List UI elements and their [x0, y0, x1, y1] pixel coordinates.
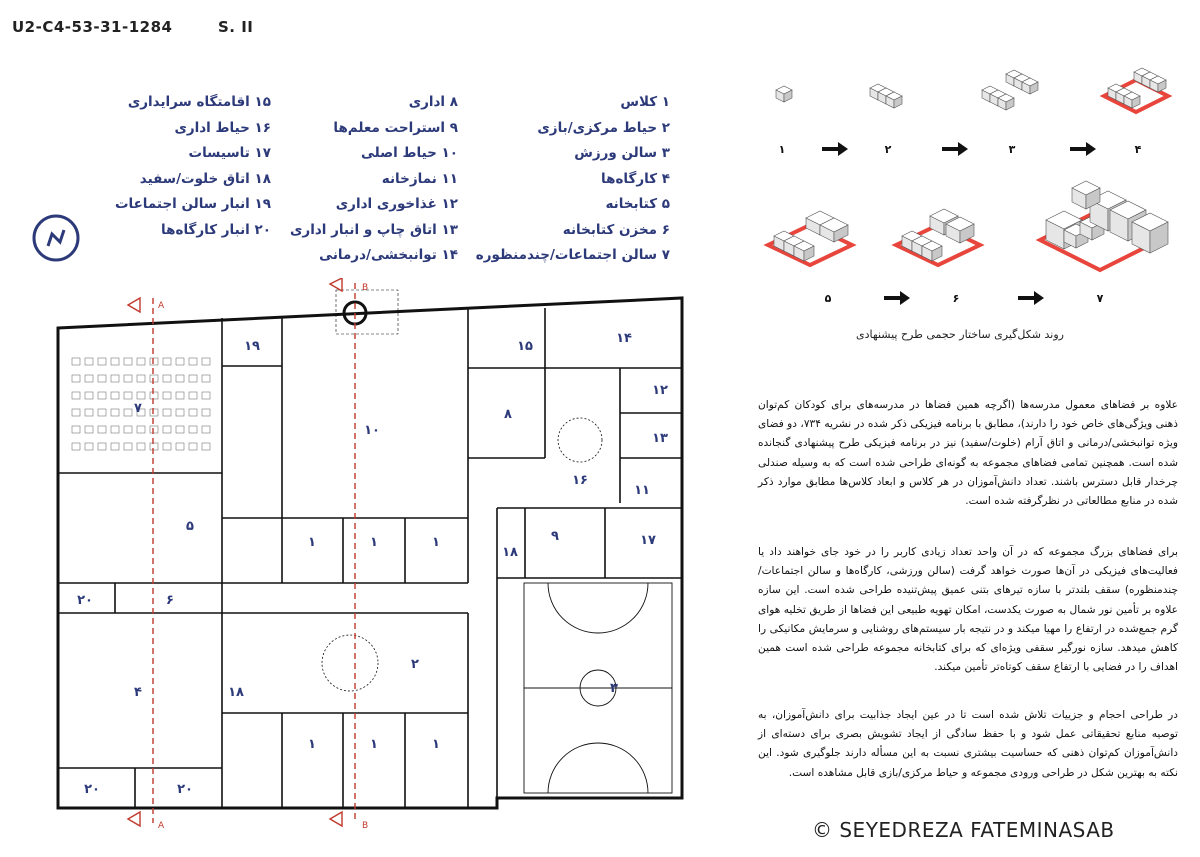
room-label: ۶	[166, 593, 174, 608]
legend-item: ۱۴ توانبخشی/درمانی	[319, 247, 458, 263]
room-label: ۷	[134, 401, 142, 416]
seat	[72, 375, 80, 382]
step-number: ۶	[952, 292, 960, 305]
step-number: ۱	[778, 143, 786, 156]
seat	[111, 392, 119, 399]
step-number: ۴	[1134, 143, 1142, 156]
room-label: ۲۰	[84, 782, 100, 797]
description-paragraph: علاوه بر فضاهای معمول مدرسه‌ها (اگرچه همین فضاها در مدرسه‌های برای کودکان کم‌توان ذهنی ویژگی‌های خاص خود را دارند)، مطابق با برنامه فیزیکی ذکر شده در نشریه ۷۳۴، دو فضای ویژه توانبخشی/درمانی و اتاق آرام (خلوت/سفید) نیز در برنامه فیزیکی طرح پیشنهادی گنجانده شده است. همچنین تمامی فضاهای مجموعه به گونه‌ای طراحی شده است که به وسیله صندلی چرخدار قابل دسترس باشند. تعداد دانش‌آموزان در هر کلاس و ابعاد کلاس‌ها مطابق موارد ذکر شده در منابع مطالعاتی در نظرگرفته شده است.	[758, 399, 1178, 508]
legend-item: ۱۵ اقامتگاه سرایداری	[127, 94, 271, 110]
seat	[163, 443, 171, 450]
seat	[163, 409, 171, 416]
room-label: ۱	[308, 535, 316, 550]
seat	[150, 443, 158, 450]
step-number: ۳	[1008, 143, 1016, 156]
seat	[202, 392, 210, 399]
seat	[111, 443, 119, 450]
room-label: ۵	[186, 519, 194, 534]
room-label: ۱۱	[634, 483, 650, 498]
legend-item: ۳ سالن ورزش	[574, 145, 670, 161]
section-marker-icon	[330, 278, 342, 291]
room-label: ۱	[432, 535, 440, 550]
room-label: ۲	[411, 657, 419, 672]
seat	[163, 426, 171, 433]
interior-walls	[58, 308, 682, 808]
legend-item: ۱۶ حیاط اداری	[174, 119, 271, 136]
legend-item: ۹ استراحت معلم‌ها	[333, 119, 458, 136]
seat	[111, 426, 119, 433]
seat	[137, 375, 145, 382]
arrow-right-icon	[1018, 291, 1044, 305]
seat	[85, 409, 93, 416]
massing-diagram	[760, 60, 1180, 320]
section-label-b: B	[362, 283, 369, 293]
section-label-a: A	[158, 821, 165, 831]
section-label-b: B	[362, 821, 369, 831]
seat	[98, 375, 106, 382]
seat	[124, 358, 132, 365]
room-label: ۹	[551, 529, 559, 544]
seat	[72, 409, 80, 416]
seat	[150, 426, 158, 433]
room-label: ۱۲	[652, 383, 668, 398]
seat	[98, 358, 106, 365]
massing-caption: روند شکل‌گیری ساختار حجمی طرح پیشنهادی	[856, 328, 1064, 341]
seat	[189, 443, 197, 450]
seat	[137, 392, 145, 399]
legend-item: ۸ اداری	[408, 94, 458, 110]
room-label: ۱	[370, 535, 378, 550]
legend-item: ۵ کتابخانه	[605, 196, 670, 212]
legend-item: ۲۰ انبار کارگاه‌ها	[161, 221, 271, 238]
seat	[150, 358, 158, 365]
project-code: U2-C4-53-31-1284	[12, 18, 173, 36]
section-label-a: A	[158, 301, 165, 311]
legend-column-1	[476, 90, 670, 269]
room-label: ۱۸	[502, 545, 518, 560]
seat	[124, 443, 132, 450]
legend-item: ۱۱ نمازخانه	[381, 170, 458, 187]
legend-item: ۱۲ غذاخوری اداری	[335, 196, 458, 212]
room-label: ۱۵	[517, 339, 533, 354]
seat	[98, 409, 106, 416]
seat	[176, 358, 184, 365]
seat	[150, 392, 158, 399]
seat	[163, 375, 171, 382]
seat	[202, 426, 210, 433]
legend-item: ۱ کلاس	[620, 94, 670, 110]
arrow-right-icon	[822, 142, 848, 156]
outer-wall	[58, 298, 682, 808]
legend-item: ۴ کارگاه‌ها	[601, 170, 670, 187]
seat	[176, 409, 184, 416]
seat	[163, 358, 171, 365]
legend-item: ۲ حیاط مرکزی/بازی	[537, 119, 670, 136]
room-label: ۱	[370, 737, 378, 752]
seat	[124, 375, 132, 382]
arrow-right-icon	[1070, 142, 1096, 156]
section-marker-icon	[128, 298, 140, 312]
seat	[72, 392, 80, 399]
seat	[85, 375, 93, 382]
copyright-credit: © SEYEDREZA FATEMINASAB	[812, 818, 1115, 842]
room-label: ۳	[610, 681, 618, 696]
room-label: ۱۳	[652, 431, 668, 446]
seat	[111, 358, 119, 365]
seat	[202, 409, 210, 416]
seat	[98, 426, 106, 433]
room-label: ۱۰	[364, 423, 380, 438]
seat	[202, 443, 210, 450]
step-number: ۷	[1096, 292, 1104, 305]
seat	[189, 392, 197, 399]
seat	[124, 392, 132, 399]
seat	[85, 358, 93, 365]
seat	[176, 426, 184, 433]
seat	[72, 358, 80, 365]
legend-column-3	[115, 90, 271, 243]
room-label: ۱۶	[572, 473, 588, 488]
seat	[85, 392, 93, 399]
description-paragraph: در طراحی احجام و جزییات تلاش شده است تا در عین ایجاد جذابیت برای دانش‌آموزان، به توصیه منابع تحقیقاتی عمل شود و با حفظ سادگی از ایجاد تشویش بصری برای دسته‌ای از دانش‌آموزان کم‌توان ذهنی که حساسیت بیشتری نسبت به این مسأله دارند جلوگیری شود. این نکته به بهترین شکل در طراحی ورودی مجموعه و حیاط مرکزی/بازی قابل مشاهده است.	[758, 709, 1178, 779]
legend-item: ۱۰ حیاط اصلی	[360, 145, 458, 161]
step-number: ۲	[884, 143, 892, 156]
seat	[150, 375, 158, 382]
legend-item: ۷ سالن اجتماعات/چندمنظوره	[475, 247, 670, 263]
section-lines	[153, 283, 355, 823]
seat	[150, 409, 158, 416]
room-label: ۱	[308, 737, 316, 752]
seat	[189, 375, 197, 382]
room-label: ۱۸	[228, 685, 244, 700]
tree-icon	[322, 635, 378, 691]
floor-plan	[40, 278, 720, 838]
seat	[189, 409, 197, 416]
room-label: ۸	[504, 407, 512, 422]
room-label: ۴	[134, 685, 142, 700]
seat	[72, 426, 80, 433]
seat	[72, 443, 80, 450]
description-paragraph: برای فضاهای بزرگ مجموعه که در آن واحد تعداد زیادی کاربر را در خود جای خواهند داد یا فعالیت‌های فیزیکی در آن‌ها صورت خواهد گرفت (سالن ورزشی، کارگاه‌ها و سالن اجتماعات/چندمنظوره) سقف بلندتر با سازه تیرهای بتنی عمیق پیش‌تنیده طراحی شده است. این سازه علاوه بر تأمین نور شمال به صورت یکدست، امکان تهویه طبیعی این فضاها از طریق تخلیه هوای گرم جمع‌شده در ارتفاع را مهیا میکند و در نتیجه بار سیستم‌های روشنایی و سرمایش مکانیکی را کاهش میدهد. سازه نورگیر سقفی ویژه‌ای که برای کتابخانه مجموعه طراحی شده است همین اهداف را در فضایی با ارتفاع سقف کوتاه‌تر تأمین میکند.	[758, 546, 1178, 674]
seat	[124, 409, 132, 416]
seat	[202, 358, 210, 365]
legend-item: ۶ مخزن کتابخانه	[562, 221, 670, 238]
room-label: ۱	[432, 737, 440, 752]
room-label: ۲۰	[77, 593, 93, 608]
room-label: ۱۷	[640, 533, 656, 548]
room-label: ۱۹	[244, 339, 260, 354]
seat	[176, 392, 184, 399]
step-number: ۵	[824, 292, 832, 305]
seat	[98, 392, 106, 399]
seat	[124, 426, 132, 433]
seat	[176, 375, 184, 382]
seat	[111, 375, 119, 382]
sheet-number: S. II	[218, 18, 254, 36]
section-marker-icon	[128, 812, 140, 826]
legend-item: ۱۸ اتاق خلوت/سفید	[139, 170, 271, 187]
tree-icon	[558, 418, 602, 462]
seat	[137, 426, 145, 433]
seat	[85, 443, 93, 450]
massing-block	[1132, 213, 1168, 253]
seat	[176, 443, 184, 450]
legend-item: ۱۹ انبار سالن اجتماعات	[114, 196, 271, 212]
seat	[189, 358, 197, 365]
legend-item: ۱۳ اتاق چاپ و انبار اداری	[290, 221, 458, 238]
legend-column-2	[290, 90, 458, 269]
sports-court	[524, 583, 672, 793]
seat	[202, 375, 210, 382]
seat	[98, 443, 106, 450]
room-label: ۱۴	[616, 331, 632, 346]
arrow-right-icon	[942, 142, 968, 156]
room-label: ۲۰	[177, 782, 193, 797]
arrow-right-icon	[884, 291, 910, 305]
legend-item: ۱۷ تاسیسات	[188, 145, 271, 161]
seat	[137, 358, 145, 365]
seat	[137, 443, 145, 450]
seat	[111, 409, 119, 416]
north-arrow-icon	[30, 212, 82, 264]
seat	[189, 426, 197, 433]
seat	[163, 392, 171, 399]
massing-block	[776, 86, 792, 102]
seat	[85, 426, 93, 433]
section-marker-icon	[330, 812, 342, 826]
